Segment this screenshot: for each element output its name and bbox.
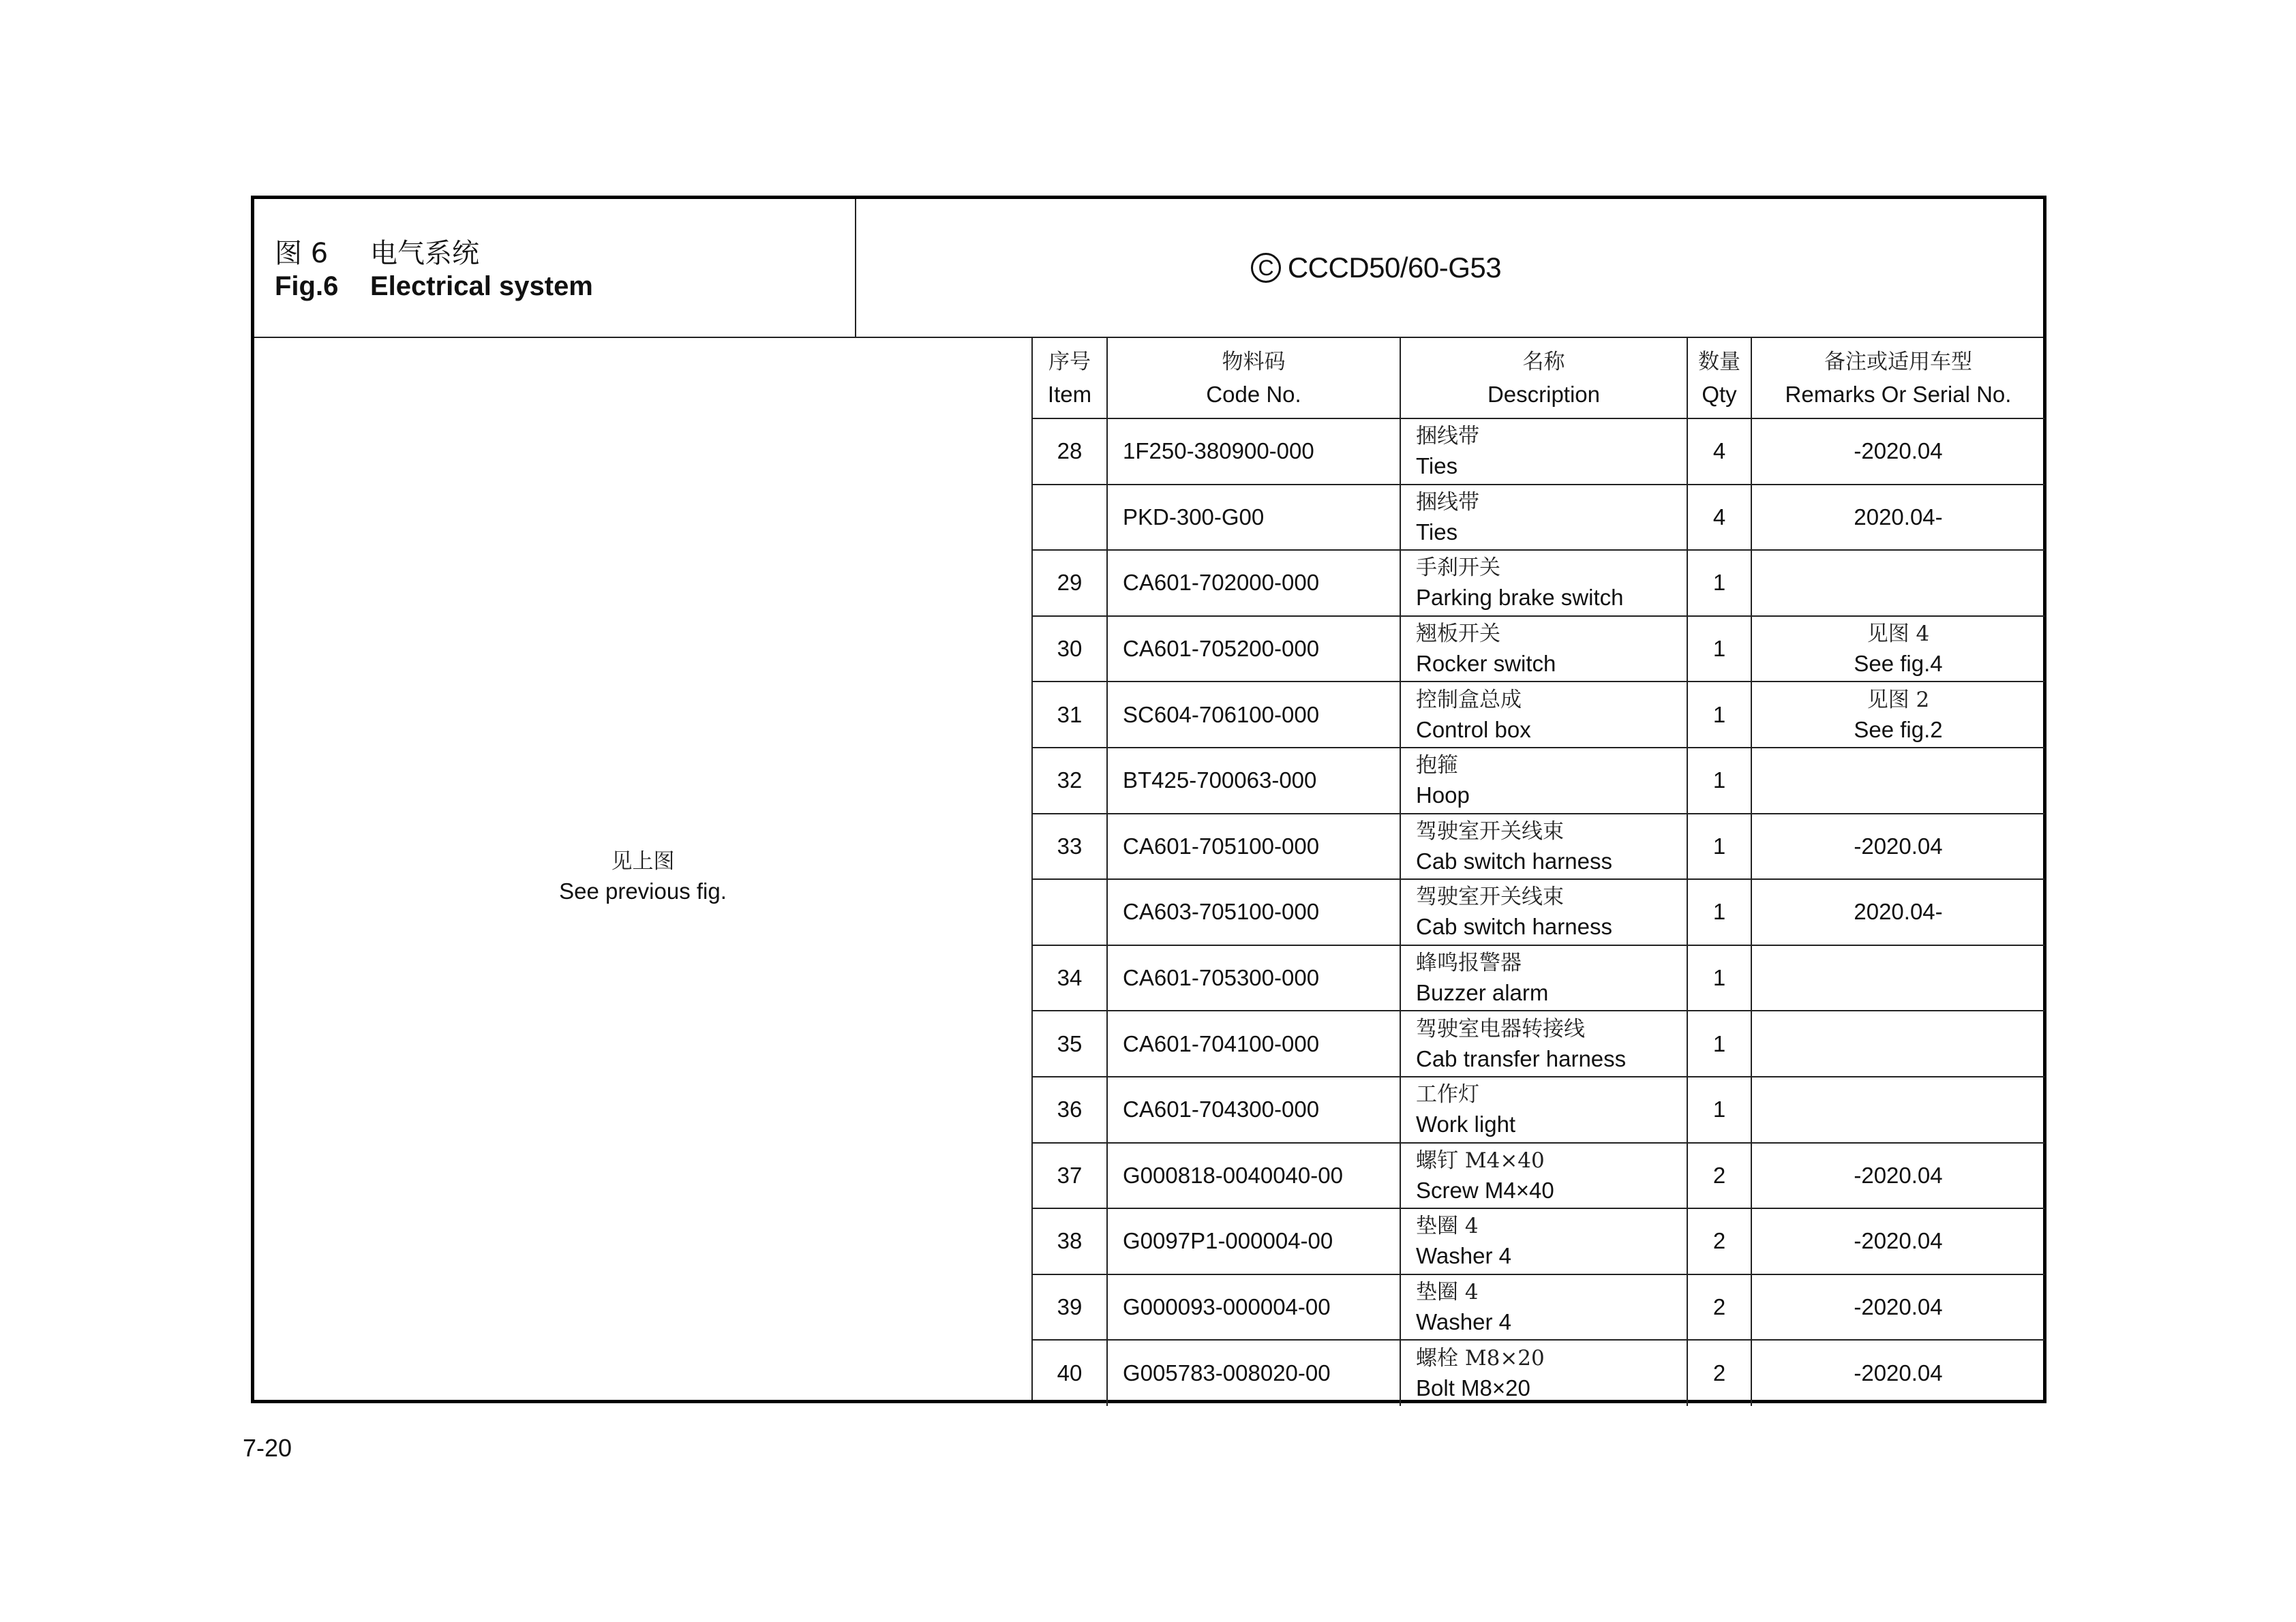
- code-number: SC604-706100-000: [1107, 682, 1400, 748]
- description-cell: [1400, 1077, 1687, 1143]
- remarks-cell: [1751, 1274, 2044, 1341]
- column-header-description: [1400, 338, 1687, 418]
- table-row: [1033, 879, 2044, 945]
- item-number: 40: [1033, 1340, 1107, 1406]
- column-header-remarks: [1751, 338, 2044, 418]
- item-number: 29: [1033, 550, 1107, 616]
- remarks-cell: [1751, 1340, 2044, 1406]
- remarks-cell: [1751, 814, 2044, 880]
- description-cell: [1400, 748, 1687, 814]
- description-zh: 驾驶室电器转接线: [1416, 1016, 1585, 1041]
- code-number: G005783-008020-00: [1107, 1340, 1400, 1406]
- figure-title: [275, 237, 593, 303]
- figure-title-block: [254, 199, 856, 337]
- remarks-en: -2020.04: [1854, 1360, 1943, 1386]
- figure-label-zh: 图 6: [275, 238, 329, 269]
- quantity: 4: [1687, 485, 1751, 551]
- parts-list: [1031, 338, 2043, 1400]
- description-en: Buzzer alarm: [1416, 980, 1549, 1006]
- remarks-cell: [1751, 550, 2044, 616]
- description-en: Parking brake switch: [1416, 585, 1624, 611]
- parts-table: [1033, 338, 2044, 1406]
- illustration-note-en: See previous fig.: [559, 878, 727, 904]
- quantity: 2: [1687, 1143, 1751, 1209]
- remarks-zh: 见图 4: [1867, 622, 1930, 647]
- quantity: 1: [1687, 1077, 1751, 1143]
- description-en: Bolt M8×20: [1416, 1375, 1530, 1401]
- item-number: 38: [1033, 1208, 1107, 1274]
- description-en: Work light: [1416, 1112, 1516, 1137]
- figure-title-en-line: [275, 270, 593, 303]
- description-zh: 蜂鸣报警器: [1416, 951, 1522, 976]
- table-row: [1033, 485, 2044, 551]
- figure-title-zh-line: [275, 237, 593, 270]
- remarks-en: 2020.04-: [1854, 899, 1943, 925]
- quantity: 2: [1687, 1208, 1751, 1274]
- remarks-cell: [1751, 485, 2044, 551]
- remarks-cell: [1751, 1208, 2044, 1274]
- column-header-zh: 名称: [1522, 349, 1565, 374]
- column-header-en: Code No.: [1206, 381, 1301, 407]
- remarks-en: See fig.4: [1854, 651, 1943, 677]
- code-number: 1F250-380900-000: [1107, 418, 1400, 485]
- description-en: Screw M4×40: [1416, 1177, 1554, 1203]
- table-row: [1033, 748, 2044, 814]
- item-number: 33: [1033, 814, 1107, 880]
- description-en: Rocker switch: [1416, 651, 1556, 677]
- item-number: 28: [1033, 418, 1107, 485]
- description-cell: [1400, 945, 1687, 1011]
- table-header-row: [1033, 338, 2044, 418]
- table-row: [1033, 1077, 2044, 1143]
- remarks-cell: [1751, 418, 2044, 485]
- column-header-zh: 备注或适用车型: [1824, 349, 1972, 374]
- description-cell: [1400, 1208, 1687, 1274]
- column-header-qty: [1687, 338, 1751, 418]
- code-number: PKD-300-G00: [1107, 485, 1400, 551]
- column-header-en: Description: [1487, 381, 1601, 407]
- remarks-en: -2020.04: [1854, 1294, 1943, 1320]
- model-number: CCCD50/60-G53: [1287, 251, 1502, 284]
- quantity: 4: [1687, 418, 1751, 485]
- table-row: [1033, 1274, 2044, 1341]
- item-number: 32: [1033, 748, 1107, 814]
- remarks-en: -2020.04: [1854, 833, 1943, 859]
- page-header: [254, 199, 2043, 338]
- quantity: 1: [1687, 1011, 1751, 1077]
- column-header-zh: 物料码: [1222, 349, 1286, 374]
- code-number: CA601-705300-000: [1107, 945, 1400, 1011]
- figure-label-en: Fig.6: [275, 271, 339, 301]
- item-number: [1033, 879, 1107, 945]
- code-number: CA601-702000-000: [1107, 550, 1400, 616]
- description-zh: 驾驶室开关线束: [1416, 885, 1564, 910]
- quantity: 1: [1687, 945, 1751, 1011]
- code-number: BT425-700063-000: [1107, 748, 1400, 814]
- code-number: G000093-000004-00: [1107, 1274, 1400, 1341]
- description-cell: [1400, 1274, 1687, 1341]
- remarks-cell: [1751, 1143, 2044, 1209]
- description-en: Cab transfer harness: [1416, 1045, 1627, 1071]
- description-cell: [1400, 616, 1687, 682]
- description-zh: 螺栓 M8×20: [1416, 1346, 1545, 1371]
- table-row: [1033, 1340, 2044, 1406]
- model-block: [856, 199, 2043, 337]
- description-en: Hoop: [1416, 782, 1470, 808]
- quantity: 1: [1687, 550, 1751, 616]
- column-header-en: Qty: [1702, 381, 1737, 407]
- remarks-cell: [1751, 682, 2044, 748]
- description-zh: 垫圈 4: [1416, 1214, 1479, 1239]
- description-en: Washer 4: [1416, 1243, 1511, 1269]
- column-header-item: [1033, 338, 1107, 418]
- description-zh: 垫圈 4: [1416, 1280, 1479, 1305]
- parts-table-body: [1033, 418, 2044, 1406]
- description-cell: [1400, 879, 1687, 945]
- figure-title-zh: 电气系统: [370, 238, 479, 269]
- illustration-note-zh: 见上图: [611, 849, 675, 874]
- item-number: 39: [1033, 1274, 1107, 1341]
- code-number: CA601-705100-000: [1107, 814, 1400, 880]
- description-cell: [1400, 1011, 1687, 1077]
- code-number: CA603-705100-000: [1107, 879, 1400, 945]
- quantity: 1: [1687, 682, 1751, 748]
- description-zh: 手刹开关: [1416, 555, 1500, 581]
- code-number: G000818-0040040-00: [1107, 1143, 1400, 1209]
- quantity: 1: [1687, 879, 1751, 945]
- table-row: [1033, 550, 2044, 616]
- description-zh: 螺钉 M4×40: [1416, 1148, 1545, 1173]
- description-en: Washer 4: [1416, 1309, 1511, 1335]
- remarks-en: -2020.04: [1854, 1162, 1943, 1188]
- figure-title-en: Electrical system: [370, 271, 593, 301]
- table-row: [1033, 418, 2044, 485]
- column-header-zh: 数量: [1698, 349, 1740, 374]
- description-zh: 翘板开关: [1416, 622, 1500, 647]
- code-number: CA601-704300-000: [1107, 1077, 1400, 1143]
- remarks-en: -2020.04: [1854, 438, 1943, 464]
- column-header-en: Remarks Or Serial No.: [1785, 381, 2012, 407]
- column-header-code: [1107, 338, 1400, 418]
- description-cell: [1400, 550, 1687, 616]
- item-number: 31: [1033, 682, 1107, 748]
- item-number: 35: [1033, 1011, 1107, 1077]
- illustration-note: [254, 846, 1031, 906]
- table-row: [1033, 1011, 2044, 1077]
- description-en: Control box: [1416, 716, 1531, 742]
- description-cell: [1400, 1143, 1687, 1209]
- description-en: Ties: [1416, 519, 1458, 545]
- description-cell: [1400, 418, 1687, 485]
- remarks-cell: [1751, 1011, 2044, 1077]
- table-row: [1033, 1208, 2044, 1274]
- page-number: 7-20: [243, 1434, 292, 1462]
- quantity: 1: [1687, 616, 1751, 682]
- illustration-area: [254, 338, 1031, 1400]
- table-row: [1033, 945, 2044, 1011]
- description-zh: 驾驶室开关线束: [1416, 818, 1564, 844]
- remarks-cell: [1751, 1077, 2044, 1143]
- description-cell: [1400, 485, 1687, 551]
- remarks-en: 2020.04-: [1854, 504, 1943, 530]
- quantity: 1: [1687, 814, 1751, 880]
- description-zh: 捆线带: [1416, 489, 1479, 515]
- description-en: Ties: [1416, 453, 1458, 479]
- quantity: 2: [1687, 1274, 1751, 1341]
- description-zh: 捆线带: [1416, 424, 1479, 449]
- item-number: [1033, 485, 1107, 551]
- description-cell: [1400, 682, 1687, 748]
- item-number: 36: [1033, 1077, 1107, 1143]
- parts-catalog-page: [251, 196, 2046, 1403]
- column-header-en: Item: [1047, 381, 1092, 407]
- table-row: [1033, 616, 2044, 682]
- description-en: Cab switch harness: [1416, 848, 1612, 874]
- table-row: [1033, 682, 2044, 748]
- model-designation: [1251, 251, 1501, 284]
- table-row: [1033, 814, 2044, 880]
- description-en: Cab switch harness: [1416, 914, 1612, 940]
- remarks-cell: [1751, 748, 2044, 814]
- table-row: [1033, 1143, 2044, 1209]
- code-number: CA601-705200-000: [1107, 616, 1400, 682]
- description-zh: 抱箍: [1416, 753, 1458, 778]
- description-zh: 控制盒总成: [1416, 687, 1522, 712]
- description-zh: 工作灯: [1416, 1082, 1479, 1107]
- code-number: CA601-704100-000: [1107, 1011, 1400, 1077]
- copyright-icon: C: [1251, 253, 1281, 283]
- item-number: 37: [1033, 1143, 1107, 1209]
- remarks-cell: [1751, 879, 2044, 945]
- remarks-en: -2020.04: [1854, 1228, 1943, 1254]
- remarks-en: See fig.2: [1854, 716, 1943, 742]
- remarks-cell: [1751, 616, 2044, 682]
- column-header-zh: 序号: [1048, 349, 1091, 374]
- item-number: 34: [1033, 945, 1107, 1011]
- code-number: G0097P1-000004-00: [1107, 1208, 1400, 1274]
- remarks-zh: 见图 2: [1867, 687, 1930, 712]
- quantity: 1: [1687, 748, 1751, 814]
- remarks-cell: [1751, 945, 2044, 1011]
- quantity: 2: [1687, 1340, 1751, 1406]
- description-cell: [1400, 814, 1687, 880]
- item-number: 30: [1033, 616, 1107, 682]
- description-cell: [1400, 1340, 1687, 1406]
